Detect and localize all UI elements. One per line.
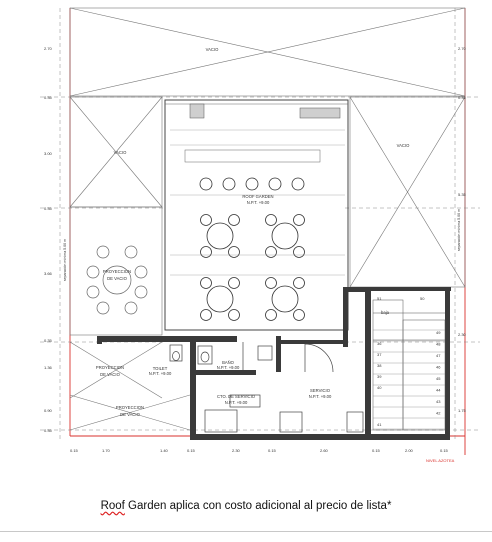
bottom-dimensions [70,448,449,453]
toilet-label: TOILET [152,366,168,371]
toilet-level: N.P.T. +9.00 [148,371,172,376]
void-areas [70,8,465,430]
svg-text:separación mínima 5.00 m: separación mínima 5.00 m [63,238,67,282]
stair-number: 37 [377,352,382,357]
dimension-label: 2.30 [232,448,240,453]
dimension-label: 0.35 [44,206,52,211]
plan-caption [0,500,492,512]
servicio-level: N.P.T. +9.00 [308,394,332,399]
stair-numbers-right [420,296,441,416]
stair-number: 38 [377,363,382,368]
page-divider [0,531,492,532]
baja-label: baja [381,310,389,315]
stair-number: 45 [436,376,441,381]
dimension-label: 0.90 [44,408,52,413]
cto-servicio-label: CTO. DE SERVICIO [216,394,256,399]
dimension-label: 0.15 [70,448,78,453]
stair-number: 50 [420,296,425,301]
projection-label-2: PROYECCION [95,365,125,370]
caption-roof-word: Roof [100,500,125,512]
dimension-label: 1.70 [102,448,110,453]
stair-number: 40 [377,385,382,390]
svg-text:separación mínima 5.00 m: separación mínima 5.00 m [457,208,461,252]
dimension-label: 1.75 [458,408,466,413]
dimension-label: 5.35 [458,192,466,197]
nivel-azotea-label: NIVEL AZOTEA [426,458,455,463]
vacio-top-label: VACIO [205,47,219,52]
dimension-label: 2.00 [405,448,413,453]
stair-number: 36 [377,341,382,346]
dimension-label: 2.30 [458,332,466,337]
dimension-label: 0.35 [44,338,52,343]
dimension-label: 3.66 [44,271,52,276]
projection-label-2b: DE VACIO [100,372,120,377]
roof-garden-label: ROOF GARDEN [242,194,274,199]
dimension-label: 0.15 [440,448,448,453]
dimension-label: 0.15 [372,448,380,453]
stair-number: 41 [377,422,382,427]
vacio-right-label: VACIO [396,143,410,148]
stair-number: 51 [377,296,382,301]
stair-numbers-left [377,296,382,427]
dimension-label: 3.00 [44,151,52,156]
dimension-label: 2.60 [320,448,328,453]
dimension-label: 0.15 [268,448,276,453]
staircase [373,300,445,430]
stair-number: 47 [436,353,441,358]
dimension-label: 0.35 [44,428,52,433]
servicio-label: SERVICIO [310,388,330,393]
stair-treads [373,330,445,429]
roof-garden-area [165,100,348,330]
stair-number: 44 [436,387,441,393]
roof-garden-level: N.P.T. +9.00 [246,200,270,205]
projection-label-1: PROYECCION [102,269,132,274]
bano-label: BAÑO [222,360,234,365]
service-fixtures [205,344,363,432]
stair-number: 49 [436,330,441,335]
projection-label-3: PROYECCION [115,405,145,410]
stair-number: 46 [436,364,441,370]
dimension-label: 2.70 [44,46,52,51]
cto-servicio-level: N.P.T. +9.00 [224,400,248,405]
bano-level: N.P.T. +9.00 [216,365,240,370]
dimension-label: 2.70 [458,46,466,51]
property-boundary [70,8,465,455]
projection-label-1b: DE VACIO [107,276,127,281]
stair-number: 39 [377,374,382,379]
dimension-label: 0.15 [187,448,195,453]
stair-number: 43 [436,399,441,404]
vacio-left-label: VACIO [113,150,127,155]
dimension-label: 0.35 [458,95,466,100]
caption-rest: Garden aplica con costo adicional al precio de lista* [124,500,392,512]
projection-label-3b: DE VACIO [120,412,140,417]
room-labels [96,47,410,417]
dimension-label: 1.36 [44,365,52,370]
dimension-label: 1.40 [160,448,168,453]
dimension-label: 0.35 [44,95,52,100]
stair-number: 48 [436,341,441,347]
left-dimensions [44,46,53,433]
stair-number: 42 [436,410,441,416]
